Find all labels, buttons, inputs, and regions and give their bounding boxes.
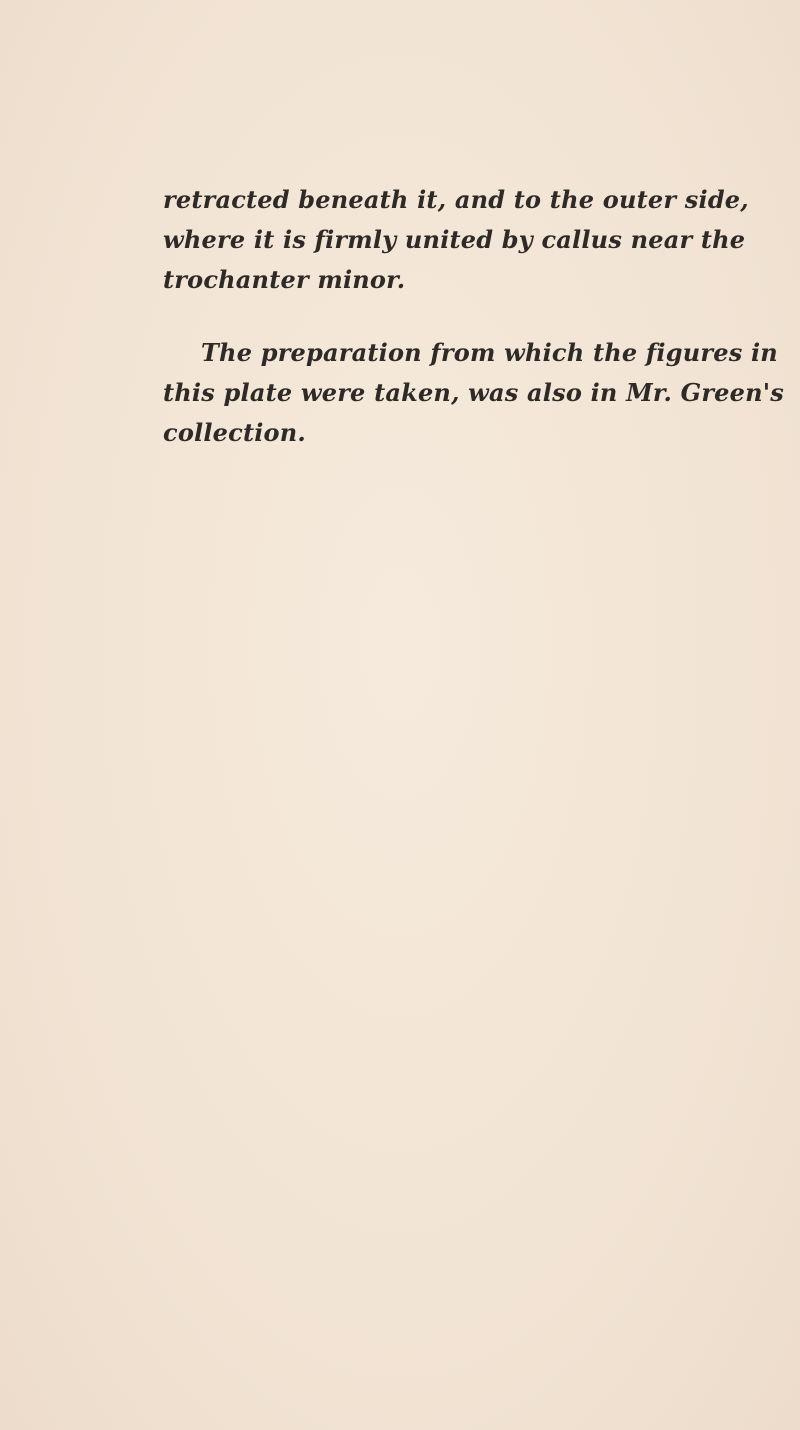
body-text [163,180,785,453]
text-line: this plate were taken, was also in Mr. Green's [163,378,785,407]
text-line: where it is firmly united by callus near the [163,225,746,254]
paragraph-2 [163,333,785,453]
text-line: The preparation from which the figures in [201,338,778,367]
paragraph-1 [163,180,749,300]
text-line: trochanter minor. [163,265,406,294]
text-line: collection. [163,418,306,447]
text-line: retracted beneath it, and to the outer side, [163,185,749,214]
